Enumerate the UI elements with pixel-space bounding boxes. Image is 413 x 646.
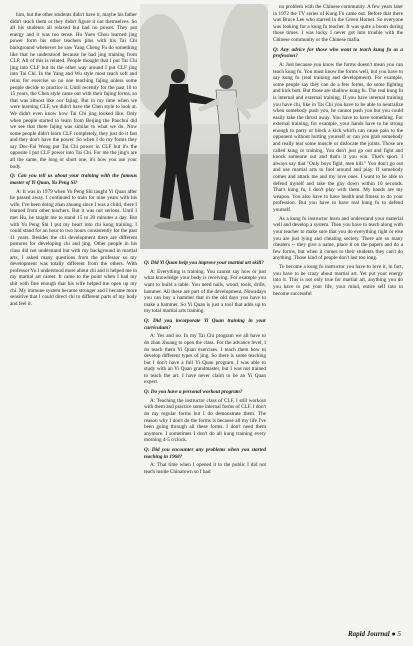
article-column-middle (144, 257, 266, 627)
question-heading: Q: Did Yi Quan help you improve your martial art skill? (144, 260, 264, 266)
paragraph: A: Teaching the instructor class of CLF, I still workout with them and practice some internal forms of CLF. I don't do my regular forms but I do demonstrate them. The reason why I don't do the forms is because all my life I've been going through all these forms. I don't need them anymore. I sometimes I don't do all kung training every morning 4-5 o'clock. (144, 397, 266, 444)
paragraph: A: It was in 1979 when Yu Peng Shi taught Yi Quan after he passed away. I continued to train for nine years with his wife. I've been doing zhan zhuang since I was a child, there I learned from other teachers. But it was not serious. Until I met Hu, he taught me to stand 15 to 20 minutes a day. But with Yu Peng Shi I put my heart into chi kung training. I could stand for an hour to two hours consistently for the past 11 years. Besides the chi development there are different postures for developing chi and jing. Other people in his class did not understand but with my background in martial arts, I asked many questions from the professor so my development was totally different from the others. With professor Yu I understood more about chi and it helped me in my martial art career. It came to the point when I had my shit with fine enough that his wife helped me open up my chi. My immune system became stronger and I became more sensitive that I could direct chi to different parts of my body and feel it. (10, 188, 137, 307)
question-heading: Q: Can you tell us about your training with the famous master of Yi Quan, Yu Peng Si? (10, 173, 137, 186)
page-marker-icon: ● (391, 630, 398, 638)
question-heading: Q: Did you encounter any problems when you started teaching in 1968? (144, 447, 266, 460)
question-heading: Q: Any advice for those who want to teach kung fu as a profession? (273, 46, 403, 60)
paragraph: no problem with the Chinese community. A few years later in 1972 the TV series of Kung Fu came out. Before that there was Bruce Lee who starred in the Green Hornet. So everyone was looking for a kung fu teacher. It was quite a boom during those times. I was lucky I never got into trouble with the Chinese community or the Chinese mafia. (273, 4, 403, 43)
paragraph: A: Everything is training. You cannot say how or just what knowledge your body is receiving. For example you want to build a table. You need nails, wood, tools, drills, hammer. All these are part of the development. Nowadays you can buy a hammer that in the old days you have to make a hammer. So Yi Quan is just a tool that adds up to my total martial arts training. (144, 268, 266, 315)
paragraph: A: Just because you know the forms doesn't mean you can teach kung fu. You must know the forms well, but you have to say kung fu (real training and development). For example, some people say they can do a few forms, do some fighting and kick butt. But those are shallow kung fu. The real kung fu is internal and external training. If you have internal training you have chi, like in Tai Chi you have to be able to neutralize when somebody push you, he cannot push you but you could easily take the thrust away. You have to have something. For external training, for example, your hands have to be strong enough to parry or block a kick which can cause pain to the opponent without hurting yourself or can you grab somebody and really tear some muscle or dislocate the joints. Those are called kung or training. You don't just go out and fight and knock someone out and that's it you win. That's sport. I always say that "Only boys fight, men kill." You don't go out and use martial arts to fool around and play. If somebody comes and attack me and my love ones. I want to be able to defend myself and take the guy down within 10 seconds. That's kung fu, I don't play with them. My hands are my weapon. You also have to have health and fitness to do your profession. But you have to have real kung fu to defend yourself. (273, 61, 403, 213)
question-heading: Q: Did you incorporate Yi Quan training in your curriculum? (144, 317, 266, 331)
paragraph: As a kung fu instructor learn and understand your material well and develop a system. Then you have to teach along with your teacher to make sure that you do everything right or else you are just lying and cheating society. There are so many cheaters -- they give a name, place it on the papers and do a few forms, but when it comes to their students they can't do anything. Those kind of people don't last too long. (273, 215, 403, 262)
paragraph: him, but the other students didn't have it, maybe his father didn't teach them or they didn't figure it out themselves. So all his students all relaxed but had no power. They put energy and it was too tense. Hu Yuen Chou learned jing power form his other teachers plus with his Tai Chi background whenever he saw Yang Cheng Fu do something like that he understood because he had jing training from CLF. All of this is related. People thought that I put Tai Chi jing into CLF but its the other way around I put CLF jing into Tai Chi. In the Yang and Wu style most teach soft and relax for exercise so no one teaching fajing unless some people decide to practice it. Until recently for the past 10 to 15 years, the Chen style came out with their fajing forms, so that was almost like our fajing. But in my time when we were learning CLF, we didn't have the Chen style to look at. We didn't even know how Tai Chi jing looked like. Only when people started to learn from Beijing the Paochui did we see that there fajing was similar to what we do. Now some people didn't learn CLF completely, they just do it fast and they don't have the power. So when I do my forms they say Doc-Fai Wong put Tai Chi power in CLF but it's the opposite I put CLF power into Tai Chi. For me the jing's are all the same, the long or short one, it's how you use your body. (10, 12, 137, 170)
page-footer (348, 630, 401, 638)
article-column-right (273, 4, 403, 624)
paragraph: A: Yes and no. In my Tai Chi program we all have to do zhan zhuang to open the class. For the advance level, I do teach them Yi Quan exercises. I teach them how to develop different types of jing. So there is some teaching but I don't have a full Yi Quan program. I was able to study with an Yi Quan grandmaster, but I was not trained to teach the art. I have never claim to be an Yi Quan expert. (144, 333, 266, 386)
paragraph: A: That time when I opened it to the public I did not teach inside Chinatown so I had (144, 462, 266, 475)
publication-name: Rapid Journal (347, 630, 390, 638)
photo-illustration (140, 4, 268, 249)
photo-martial-arts-demonstration (140, 4, 268, 249)
question-heading: Q: Do you have a personal workout program? (144, 389, 243, 396)
paragraph: To become a kung fu instructor you have to love it, in fact, you have to be crazy about martial art. Yet put your energy into it. This is not only true for martial art, anything you do you have to put your life, your mind, entire self into to become successful (273, 264, 403, 297)
article-column-left (10, 12, 137, 612)
page-number: 5 (397, 630, 401, 638)
